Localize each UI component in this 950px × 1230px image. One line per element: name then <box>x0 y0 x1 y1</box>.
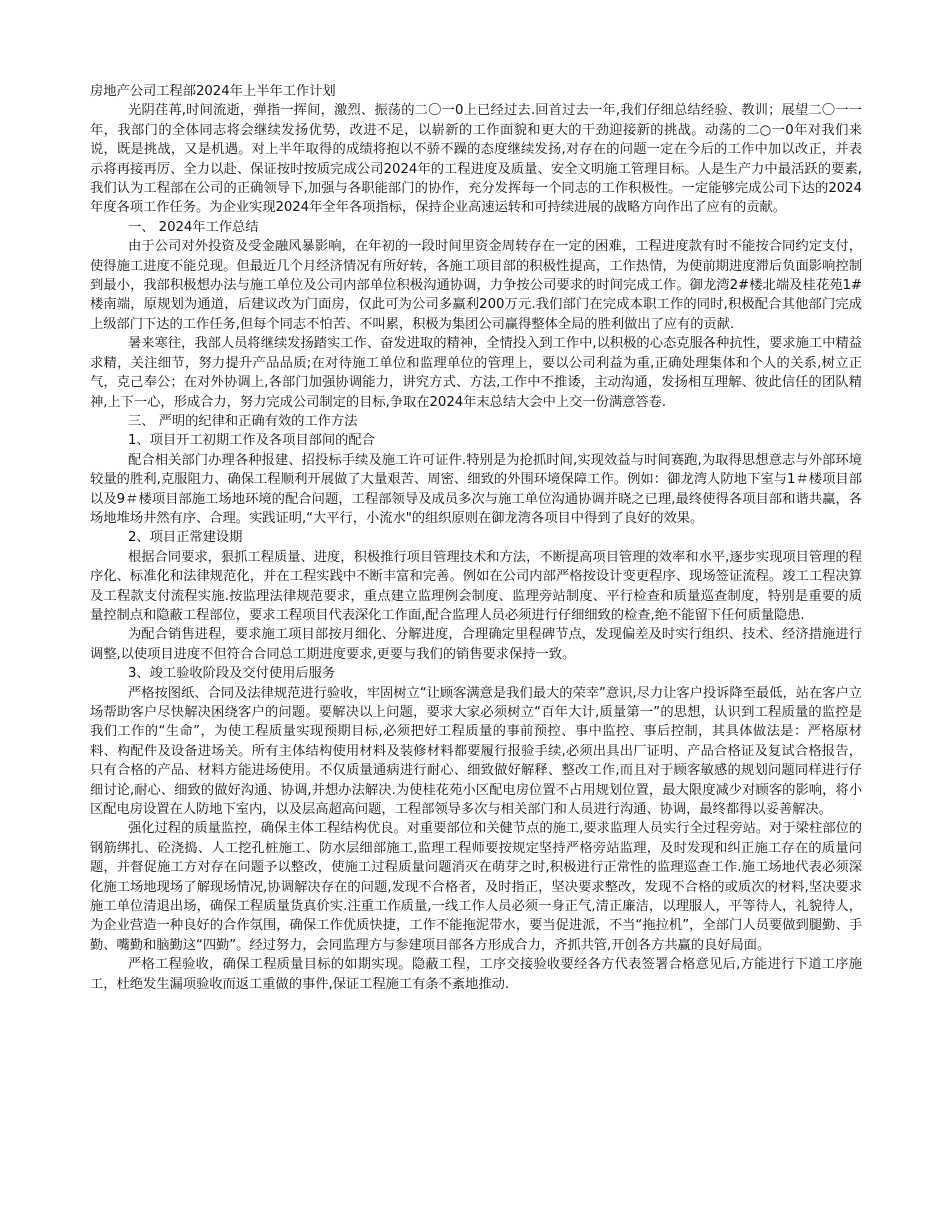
paragraph-project-start: 配合相关部门办理各种报建、招投标手续及施工许可证件.特别是为抢抓时间,实现效益与时间赛跑,为取得思想意志与外部环境较量的胜利,克服阻力、确保工程顺利开展做了大量艰苦、周密、细致的外围环境保障工作。例如：御龙湾人防地下室与1＃楼项目部以及9＃楼项目部施工场地环境的配合问题，工程部领导及成员多次与施工单位沟通协调并晓之已理,最终使得各项目部和谐共赢，各场地堆场井然有序、合理。实践证明,“大平行，小流水"的组织原则在御龙湾各项目中得到了良好的效果。 <box>90 452 862 526</box>
document-page <box>90 82 862 994</box>
paragraph-acceptance: 严格按图纸、合同及法律规范进行验收，牢固树立“让顾客满意是我们最大的荣幸”意识,尽力让客户投诉降至最低，站在客户立场帮助客户尽快解决困绕客户的问题。要解决以上问题，要求大家必须树立“百年大计,质量第一”的思想，认识到工程质量的监控是我们工作的“生命”，为使工程质量实现预期目标,必须把好工程质量的事前预控、事中监控、事后控制，其具体做法是：严格原材料、构配件及设备进场关。所有主体结构使用材料及装修材料都要履行报验手续,必须出具出厂证明、产品合格证及复试合格报告，只有合格的产品、材料方能进场使用。不仅质量通病进行耐心、细致做好解释、整改工作,而且对于顾客敏感的规划问题同样进行仔细讨论,耐心、细致的做好沟通、协调,并想办法解决.为使桂花苑小区配电房位置不占用规划位置，最大限度减少对顾客的影响，将小区配电房设置在人防地下室内，以及层高超高问题，工程部领导多次与相关部门和人员进行沟通、协调，最终都得以妥善解决。 <box>90 685 862 818</box>
paragraph-contract-requirements: 根据合同要求，狠抓工程质量、进度，积极推行项目管理技术和方法，不断提高项目管理的效率和水平,逐步实现项目管理的程序化、标准化和法律规范化，并在工程实践中不断丰富和完善。例如在公司内部严格按设计变更程序、现场签证流程。竣工工程决算及工程款支付流程实施.按监理法律规范要求，重点建立监理例会制度、监理旁站制度、平行检查和质量巡查制度，特别是重要的质量控制点和隐蔽工程部位，要求工程项目代表深化工作面,配合监理人员必须进行仔细细致的检查,绝不能留下任何质量隐患. <box>90 549 862 623</box>
subheading-normal-construction: 2、项目正常建设期 <box>128 530 243 546</box>
paragraph-progress: 由于公司对外投资及受金融风暴影响，在年初的一段时间里资金周转存在一定的困难，工程进度款有时不能按合同约定支付，使得施工进度不能兑现。但最近几个月经济情况有所好转，各施工项目部的积极性提高，工作热情，为使前期进度滞后负面影响控制到最小，我部积极想办法与施工单位及公司内部单位积极沟通协调，力争按公司要求的时间完成工作。御龙湾2#楼北端及桂花苑1#楼南端，原规划为通道，后建议改为门面房，仅此可为公司多赢利200万元.我们部门在完成本职工作的同时,积极配合其他部门完成上级部门下达的工作任务,但每个同志不怕苦、不叫累，积极为集团公司赢得整体全局的胜利做出了应有的贡献. <box>90 239 862 332</box>
paragraph-spirit: 暑来寒往，我部人员将继续发扬踏实工作、奋发进取的精神，全情投入到工作中,以积极的心态克服各种抗性，要求施工中精益求精，关注细节，努力提升产品品质;在对待施工单位和监理单位的管理上，要以公司利益为重,正确处理集体和个人的关系,树立正气，克己奉公；在对外协调上,各部门加强协调能力，讲究方式、方法,工作中不推诿，主动沟通，发扬相互理解、彼此信任的团队精神,上下一心，形成合力，努力完成公司制定的目标,争取在2024年末总结大会中上交一份满意答卷. <box>90 336 862 410</box>
section-heading-2024-summary: 一、 2024年工作总结 <box>128 219 259 235</box>
paragraph-final-acceptance: 严格工程验收，确保工程质量目标的如期实现。隐蔽工程，工序交接验收要经各方代表签署合格意见后,方能进行下道工序施工，杜绝发生漏项验收而返工重做的事件,保证工程施工有条不紊地推动. <box>90 957 862 992</box>
paragraph-sales-progress: 为配合销售进程，要求施工项目部按月细化、分解进度，合理确定里程碑节点，发现偏差及时实行组织、技术、经济措施进行调整,以使项目进度不但符合合同总工期进度要求,更要与我们的销售要求保持一致。 <box>90 627 862 662</box>
subheading-project-start: 1、项目开工初期工作及各项目部间的配合 <box>128 433 375 449</box>
paragraph-intro: 光阴荏苒,时间流逝，弹指一挥间，激烈、振荡的二〇一0上已经过去.回首过去一年,我们仔细总结经验、教训；展望二〇一一年，我部门的全体同志将会继续发扬优势，改进不足，以崭新的工作面貌和更大的干劲迎接新的挑战。动荡的二○一0年对我们来说，既是挑战，又是机遇。对上半年取得的成绩将抱以不骄不躁的态度继续发扬,对存在的问题一定在今后的工作中加以改正，并表示将再接再厉、全力以赴、保证按时按质完成公司2024年的工程进度及质量、安全文明施工管理目标。人是生产力中最活跃的要素,我们认为工程部在公司的正确领导下,加强与各职能部门的协作，充分发挥每一个同志的工作积极性。一定能够完成公司下达的2024年度各项工作任务。为企业实现2024年全年各项指标，保持企业高速运转和可持续进展的战略方向作出了应有的贡献。 <box>90 103 862 216</box>
document-title: 房地产公司工程部2024年上半年工作计划 <box>90 84 336 99</box>
section-heading-discipline: 三、 严明的纪律和正确有效的工作方法 <box>128 413 358 429</box>
subheading-acceptance-service: 3、竣工验收阶段及交付使用后服务 <box>128 666 336 682</box>
paragraph-quality-monitoring: 强化过程的质量监控，确保主体工程结构优良。对重要部位和关健节点的施工,要求监理人员实行全过程旁站。对于梁柱部位的钢筋绑扎、砼浇捣、人工挖孔桩施工、防水层细部施工,监理工程师要按规定坚持严格旁站监理，及时发现和纠正施工存在的质量问题，并督促施工方对存在问题予以整改，使施工过程质量问题消灭在萌芽之时,积极进行正常性的监理巡查工作.施工场地代表必须深化施工场地现场了解现场情况,协调解决存在的问题,发现不合格者，及时指正，坚决要求整改，发现不合格的或质次的材料,坚决要求施工单位清退出场，确保工程质量货真价实.注重工作质量,一线工作人员必须一身正气,清正廉洁，以理服人，平等待人，礼貌待人，为企业营造一种良好的合作氛围，确保工作优质快捷，工作不能拖泥带水，要当促进派，不当“拖拉机”，全部门人员要做到腿勤、手勤、嘴勤和脑勤这“四勤”。经过努力，会同监理方与参建项目部各方形成合力，齐抓共管,开创各方共赢的良好局面。 <box>90 821 862 953</box>
